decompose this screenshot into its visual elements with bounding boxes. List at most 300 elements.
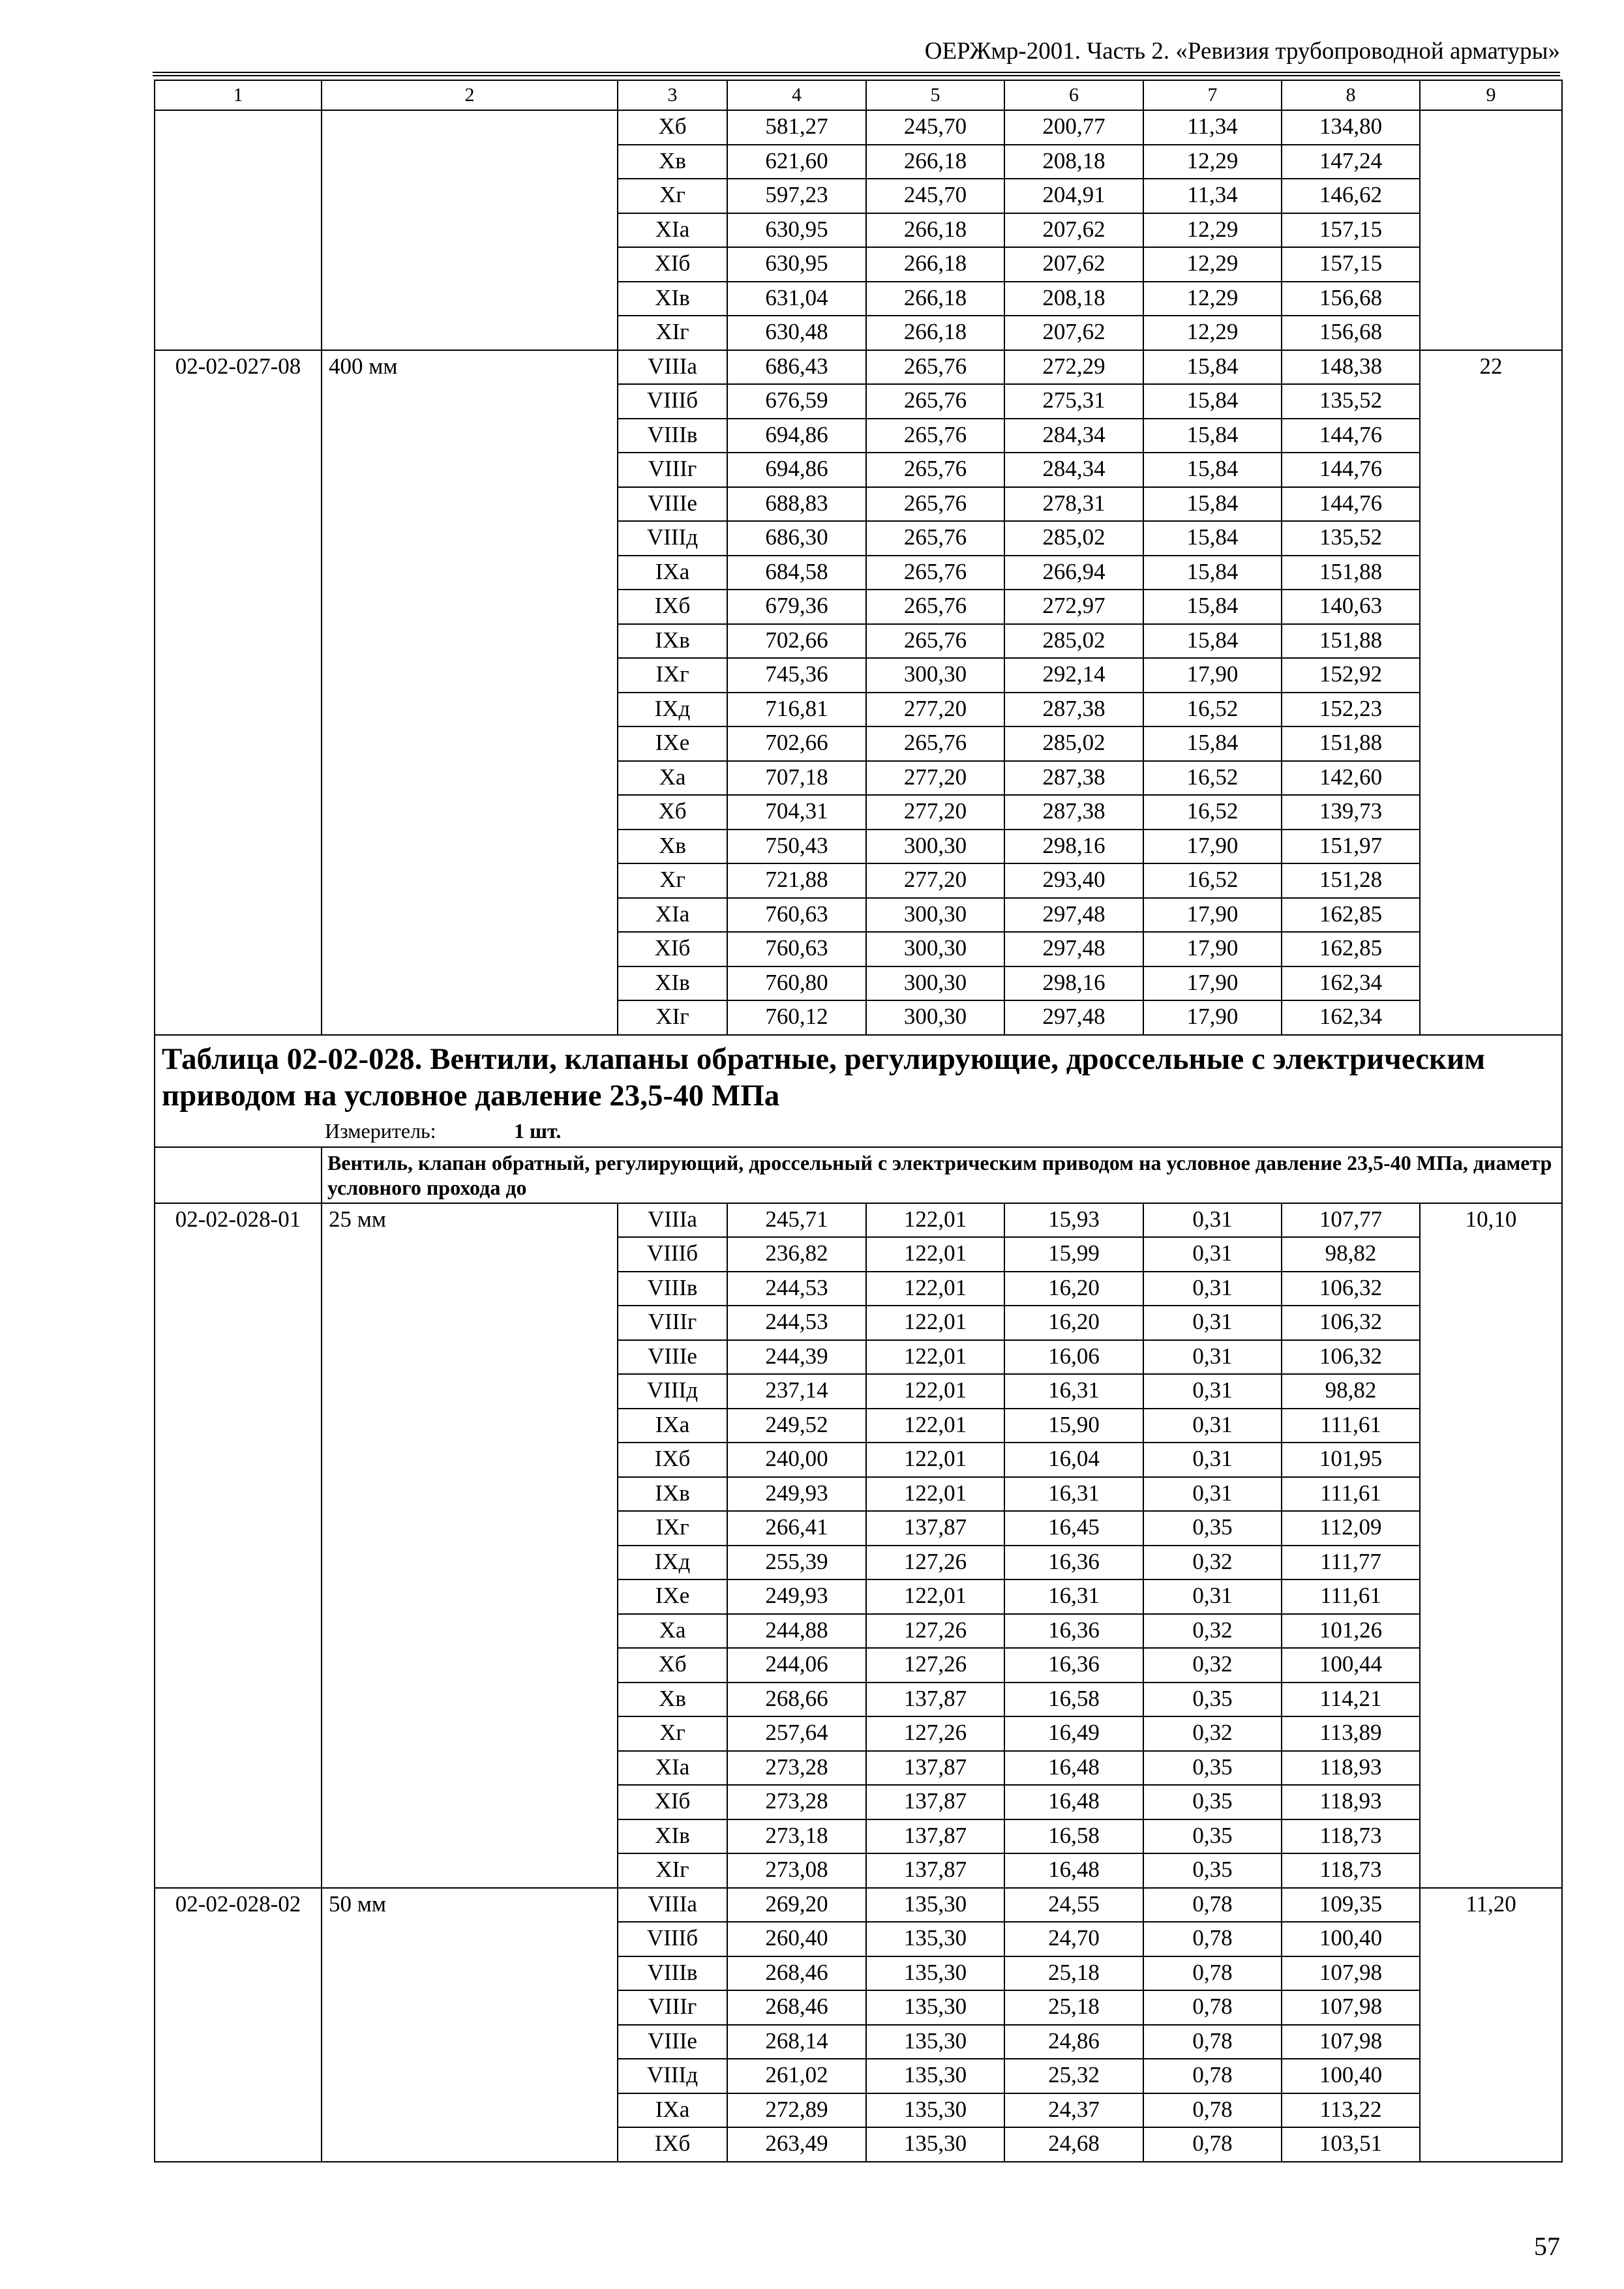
value-cell: 273,08 xyxy=(727,1853,866,1888)
table-row xyxy=(155,1203,1562,1238)
value-cell: 135,30 xyxy=(866,1956,1004,1991)
zone-cell: IXб xyxy=(618,2127,727,2162)
value-cell: 98,82 xyxy=(1282,1374,1420,1409)
blank-cell xyxy=(155,1147,322,1203)
value-cell: 265,76 xyxy=(866,384,1004,419)
zone-cell: VIIIв xyxy=(618,1956,727,1991)
value-cell: 162,85 xyxy=(1282,898,1420,933)
value-cell: 140,63 xyxy=(1282,590,1420,624)
value-cell: 156,68 xyxy=(1282,316,1420,350)
value-cell: 16,52 xyxy=(1143,863,1282,898)
value-cell: 15,93 xyxy=(1004,1203,1143,1238)
value-cell: 266,18 xyxy=(866,282,1004,316)
value-cell: 597,23 xyxy=(727,179,866,213)
value-cell: 0,35 xyxy=(1143,1819,1282,1854)
value-cell: 113,22 xyxy=(1282,2093,1420,2128)
value-cell: 0,78 xyxy=(1143,2059,1282,2093)
zone-cell: IXг xyxy=(618,658,727,693)
zone-cell: VIIIд xyxy=(618,2059,727,2093)
value-cell: 109,35 xyxy=(1282,1888,1420,1922)
value-cell: 17,90 xyxy=(1143,830,1282,864)
value-cell: 278,31 xyxy=(1004,487,1143,522)
value-cell: 284,34 xyxy=(1004,453,1143,487)
section-description: Вентиль, клапан обратный, регулирующий, дроссельный с электрическим приводом на условное давление 23,5-40 МПа, диаметр условного прохода до xyxy=(322,1147,1562,1203)
value-cell: 17,90 xyxy=(1143,932,1282,966)
value-cell: 103,51 xyxy=(1282,2127,1420,2162)
measure-label: Измеритель: xyxy=(325,1118,436,1143)
value-cell: 16,49 xyxy=(1004,1716,1143,1751)
value-cell: 16,52 xyxy=(1143,693,1282,727)
value-cell: 25,18 xyxy=(1004,1990,1143,2025)
value-cell: 107,98 xyxy=(1282,2025,1420,2059)
blank-cell xyxy=(155,110,322,350)
value-cell: 122,01 xyxy=(866,1443,1004,1477)
value-cell: 107,98 xyxy=(1282,1956,1420,1991)
value-cell: 621,60 xyxy=(727,145,866,179)
value-cell: 135,30 xyxy=(866,2025,1004,2059)
value-cell: 204,91 xyxy=(1004,179,1143,213)
value-cell: 268,46 xyxy=(727,1956,866,1991)
value-cell: 16,45 xyxy=(1004,1511,1143,1546)
value-cell: 0,78 xyxy=(1143,1990,1282,2025)
value-cell: 15,84 xyxy=(1143,384,1282,419)
value-cell: 15,84 xyxy=(1143,556,1282,590)
value-cell: 300,30 xyxy=(866,966,1004,1001)
value-cell: 16,04 xyxy=(1004,1443,1143,1477)
value-cell: 760,80 xyxy=(727,966,866,1001)
value-cell: 122,01 xyxy=(866,1203,1004,1238)
value-cell: 0,78 xyxy=(1143,2127,1282,2162)
value-cell: 112,09 xyxy=(1282,1511,1420,1546)
value-cell: 275,31 xyxy=(1004,384,1143,419)
zone-cell: XIa xyxy=(618,1751,727,1786)
value-cell: 12,29 xyxy=(1143,247,1282,282)
measure-value: 1 шт. xyxy=(514,1118,562,1143)
value-cell: 24,37 xyxy=(1004,2093,1143,2128)
value-cell: 277,20 xyxy=(866,761,1004,796)
value-cell: 277,20 xyxy=(866,863,1004,898)
value-cell: 236,82 xyxy=(727,1237,866,1272)
value-cell: 146,62 xyxy=(1282,179,1420,213)
value-cell: 0,78 xyxy=(1143,2093,1282,2128)
value-cell: 244,53 xyxy=(727,1272,866,1306)
table-row xyxy=(155,350,1562,385)
zone-cell: IXб xyxy=(618,1443,727,1477)
value-cell: 0,32 xyxy=(1143,1648,1282,1683)
zone-cell: IXe xyxy=(618,726,727,761)
value-cell: 297,48 xyxy=(1004,932,1143,966)
value-cell: 15,84 xyxy=(1143,624,1282,659)
page-header-title: ОЕРЖмр-2001. Часть 2. «Ревизия трубопроводной арматуры» xyxy=(924,38,1560,65)
value-cell: 16,31 xyxy=(1004,1579,1143,1614)
zone-cell: XIг xyxy=(618,316,727,350)
value-cell: 100,44 xyxy=(1282,1648,1420,1683)
zone-cell: XIв xyxy=(618,966,727,1001)
value-cell: 300,30 xyxy=(866,898,1004,933)
zone-cell: Хв xyxy=(618,830,727,864)
value-cell: 237,14 xyxy=(727,1374,866,1409)
value-cell: 287,38 xyxy=(1004,693,1143,727)
value-cell: 266,18 xyxy=(866,213,1004,248)
value-cell: 285,02 xyxy=(1004,726,1143,761)
zone-cell: Хг xyxy=(618,179,727,213)
value-cell: 0,31 xyxy=(1143,1579,1282,1614)
zone-cell: Хб xyxy=(618,1648,727,1683)
value-cell: 16,48 xyxy=(1004,1853,1143,1888)
value-cell: 12,29 xyxy=(1143,316,1282,350)
value-cell: 716,81 xyxy=(727,693,866,727)
rate-code: 02-02-028-01 xyxy=(155,1203,322,1888)
value-cell: 15,84 xyxy=(1143,726,1282,761)
value-cell: 0,31 xyxy=(1143,1340,1282,1375)
value-cell: 0,35 xyxy=(1143,1683,1282,1717)
value-cell: 144,76 xyxy=(1282,487,1420,522)
value-cell: 142,60 xyxy=(1282,761,1420,796)
value-cell: 277,20 xyxy=(866,693,1004,727)
value-cell: 122,01 xyxy=(866,1374,1004,1409)
value-cell: 300,30 xyxy=(866,932,1004,966)
value-cell: 273,28 xyxy=(727,1785,866,1819)
zone-cell: VIIIг xyxy=(618,1990,727,2025)
column-number: 7 xyxy=(1143,80,1282,110)
value-cell: 694,86 xyxy=(727,453,866,487)
value-cell: 0,35 xyxy=(1143,1751,1282,1786)
value-cell: 137,87 xyxy=(866,1785,1004,1819)
value-cell: 157,15 xyxy=(1282,247,1420,282)
value-cell: 0,78 xyxy=(1143,1956,1282,1991)
value-cell: 245,70 xyxy=(866,179,1004,213)
value-cell: 17,90 xyxy=(1143,658,1282,693)
zone-cell: VIIIв xyxy=(618,419,727,453)
value-cell: 760,12 xyxy=(727,1000,866,1035)
value-cell: 0,31 xyxy=(1143,1409,1282,1443)
value-cell: 101,26 xyxy=(1282,1614,1420,1649)
value-cell: 118,93 xyxy=(1282,1751,1420,1786)
value-cell: 249,93 xyxy=(727,1477,866,1512)
value-cell: 0,35 xyxy=(1143,1785,1282,1819)
value-cell: 297,48 xyxy=(1004,898,1143,933)
value-cell: 630,95 xyxy=(727,247,866,282)
value-cell: 98,82 xyxy=(1282,1237,1420,1272)
value-cell: 0,78 xyxy=(1143,1922,1282,1956)
value-cell: 0,31 xyxy=(1143,1477,1282,1512)
value-cell: 16,52 xyxy=(1143,795,1282,830)
description-row xyxy=(155,1147,1562,1203)
value-cell: 15,90 xyxy=(1004,1409,1143,1443)
rates-table xyxy=(154,80,1563,2162)
value-cell: 135,30 xyxy=(866,1888,1004,1922)
value-cell: 0,31 xyxy=(1143,1203,1282,1238)
zone-cell: VIIIб xyxy=(618,1922,727,1956)
value-cell: 298,16 xyxy=(1004,830,1143,864)
blank-cell xyxy=(1420,110,1562,350)
value-cell: 137,87 xyxy=(866,1683,1004,1717)
value-cell: 122,01 xyxy=(866,1272,1004,1306)
value-cell: 207,62 xyxy=(1004,316,1143,350)
value-cell: 244,88 xyxy=(727,1614,866,1649)
zone-cell: Хб xyxy=(618,110,727,145)
value-cell: 676,59 xyxy=(727,384,866,419)
zone-cell: VIIIг xyxy=(618,453,727,487)
column-number: 4 xyxy=(727,80,866,110)
column-number: 2 xyxy=(322,80,618,110)
value-cell: 287,38 xyxy=(1004,761,1143,796)
section-header-row xyxy=(155,1035,1562,1147)
value-cell: 144,76 xyxy=(1282,419,1420,453)
zone-cell: VIIIa xyxy=(618,350,727,385)
value-cell: 122,01 xyxy=(866,1237,1004,1272)
value-cell: 101,95 xyxy=(1282,1443,1420,1477)
value-cell: 0,78 xyxy=(1143,1888,1282,1922)
value-cell: 249,52 xyxy=(727,1409,866,1443)
value-cell: 106,32 xyxy=(1282,1306,1420,1340)
value-cell: 273,18 xyxy=(727,1819,866,1854)
value-cell: 244,53 xyxy=(727,1306,866,1340)
rate-code: 02-02-028-02 xyxy=(155,1888,322,2162)
value-cell: 0,78 xyxy=(1143,2025,1282,2059)
value-cell: 17,90 xyxy=(1143,898,1282,933)
measure-line xyxy=(162,1118,1556,1144)
value-cell: 152,92 xyxy=(1282,658,1420,693)
value-cell: 245,70 xyxy=(866,110,1004,145)
zone-cell: Xa xyxy=(618,1614,727,1649)
table-row xyxy=(155,110,1562,145)
value-cell: 135,52 xyxy=(1282,521,1420,556)
value-cell: 12,29 xyxy=(1143,213,1282,248)
value-cell: 265,76 xyxy=(866,590,1004,624)
value-cell: 16,06 xyxy=(1004,1340,1143,1375)
value-cell: 16,52 xyxy=(1143,761,1282,796)
column-number: 1 xyxy=(155,80,322,110)
value-cell: 137,87 xyxy=(866,1751,1004,1786)
value-cell: 24,68 xyxy=(1004,2127,1143,2162)
value-cell: 266,18 xyxy=(866,316,1004,350)
value-cell: 745,36 xyxy=(727,658,866,693)
value-cell: 300,30 xyxy=(866,658,1004,693)
value-cell: 265,76 xyxy=(866,419,1004,453)
value-cell: 0,31 xyxy=(1143,1237,1282,1272)
value-cell: 631,04 xyxy=(727,282,866,316)
value-cell: 111,61 xyxy=(1282,1477,1420,1512)
value-cell: 208,18 xyxy=(1004,282,1143,316)
zone-cell: VIIIe xyxy=(618,487,727,522)
value-cell: 16,48 xyxy=(1004,1751,1143,1786)
value-cell: 0,31 xyxy=(1143,1443,1282,1477)
zone-cell: XIг xyxy=(618,1000,727,1035)
zone-cell: IXв xyxy=(618,624,727,659)
value-cell: 630,95 xyxy=(727,213,866,248)
value-cell: 135,30 xyxy=(866,1990,1004,2025)
value-cell: 118,73 xyxy=(1282,1853,1420,1888)
value-cell: 707,18 xyxy=(727,761,866,796)
value-cell: 266,18 xyxy=(866,145,1004,179)
value-cell: 240,00 xyxy=(727,1443,866,1477)
value-cell: 265,76 xyxy=(866,350,1004,385)
nominal-diameter: 25 мм xyxy=(322,1203,618,1888)
section-header xyxy=(155,1035,1562,1147)
value-cell: 16,36 xyxy=(1004,1648,1143,1683)
zone-cell: VIIIa xyxy=(618,1888,727,1922)
value-cell: 25,18 xyxy=(1004,1956,1143,1991)
value-cell: 265,76 xyxy=(866,521,1004,556)
value-cell: 16,20 xyxy=(1004,1272,1143,1306)
value-cell: 24,55 xyxy=(1004,1888,1143,1922)
value-cell: 0,31 xyxy=(1143,1306,1282,1340)
value-cell: 277,20 xyxy=(866,795,1004,830)
zone-cell: VIIIг xyxy=(618,1306,727,1340)
value-cell: 266,18 xyxy=(866,247,1004,282)
value-cell: 111,61 xyxy=(1282,1409,1420,1443)
value-cell: 151,88 xyxy=(1282,624,1420,659)
value-cell: 137,87 xyxy=(866,1819,1004,1854)
zone-cell: IXa xyxy=(618,2093,727,2128)
value-cell: 15,84 xyxy=(1143,350,1282,385)
table-row xyxy=(155,1888,1562,1922)
header-rule xyxy=(153,72,1560,76)
value-cell: 293,40 xyxy=(1004,863,1143,898)
nominal-diameter: 400 мм xyxy=(322,350,618,1035)
zone-cell: IXб xyxy=(618,590,727,624)
value-cell: 287,38 xyxy=(1004,795,1143,830)
blank-cell xyxy=(322,110,618,350)
value-cell: 106,32 xyxy=(1282,1272,1420,1306)
value-cell: 122,01 xyxy=(866,1306,1004,1340)
value-cell: 684,58 xyxy=(727,556,866,590)
value-cell: 750,43 xyxy=(727,830,866,864)
value-cell: 113,89 xyxy=(1282,1716,1420,1751)
value-cell: 151,97 xyxy=(1282,830,1420,864)
value-cell: 111,61 xyxy=(1282,1579,1420,1614)
zone-cell: XIв xyxy=(618,282,727,316)
value-cell: 24,70 xyxy=(1004,1922,1143,1956)
value-cell: 16,36 xyxy=(1004,1546,1143,1580)
value-cell: 12,29 xyxy=(1143,145,1282,179)
column-number: 6 xyxy=(1004,80,1143,110)
value-cell: 134,80 xyxy=(1282,110,1420,145)
value-cell: 265,76 xyxy=(866,453,1004,487)
zone-cell: VIIIe xyxy=(618,2025,727,2059)
zone-cell: VIIIe xyxy=(618,1340,727,1375)
zone-cell: IXв xyxy=(618,1477,727,1512)
column-9-value: 10,10 xyxy=(1420,1203,1562,1888)
value-cell: 127,26 xyxy=(866,1614,1004,1649)
column-number: 3 xyxy=(618,80,727,110)
value-cell: 298,16 xyxy=(1004,966,1143,1001)
value-cell: 107,98 xyxy=(1282,1990,1420,2025)
value-cell: 111,77 xyxy=(1282,1546,1420,1580)
nominal-diameter: 50 мм xyxy=(322,1888,618,2162)
value-cell: 245,71 xyxy=(727,1203,866,1238)
value-cell: 265,76 xyxy=(866,726,1004,761)
value-cell: 285,02 xyxy=(1004,521,1143,556)
value-cell: 702,66 xyxy=(727,726,866,761)
value-cell: 272,89 xyxy=(727,2093,866,2128)
value-cell: 156,68 xyxy=(1282,282,1420,316)
value-cell: 702,66 xyxy=(727,624,866,659)
value-cell: 16,58 xyxy=(1004,1819,1143,1854)
value-cell: 694,86 xyxy=(727,419,866,453)
value-cell: 207,62 xyxy=(1004,213,1143,248)
zone-cell: Хг xyxy=(618,1716,727,1751)
value-cell: 151,88 xyxy=(1282,556,1420,590)
zone-cell: Xa xyxy=(618,761,727,796)
value-cell: 152,23 xyxy=(1282,693,1420,727)
value-cell: 268,14 xyxy=(727,2025,866,2059)
value-cell: 15,99 xyxy=(1004,1237,1143,1272)
zone-cell: VIIIд xyxy=(618,521,727,556)
value-cell: 300,30 xyxy=(866,830,1004,864)
value-cell: 107,77 xyxy=(1282,1203,1420,1238)
value-cell: 265,76 xyxy=(866,624,1004,659)
value-cell: 24,86 xyxy=(1004,2025,1143,2059)
value-cell: 300,30 xyxy=(866,1000,1004,1035)
value-cell: 269,20 xyxy=(727,1888,866,1922)
value-cell: 686,43 xyxy=(727,350,866,385)
value-cell: 162,34 xyxy=(1282,966,1420,1001)
value-cell: 266,41 xyxy=(727,1511,866,1546)
value-cell: 11,34 xyxy=(1143,179,1282,213)
value-cell: 704,31 xyxy=(727,795,866,830)
value-cell: 122,01 xyxy=(866,1409,1004,1443)
value-cell: 16,31 xyxy=(1004,1477,1143,1512)
value-cell: 265,76 xyxy=(866,487,1004,522)
zone-cell: Хб xyxy=(618,795,727,830)
value-cell: 157,15 xyxy=(1282,213,1420,248)
value-cell: 100,40 xyxy=(1282,1922,1420,1956)
value-cell: 17,90 xyxy=(1143,1000,1282,1035)
value-cell: 127,26 xyxy=(866,1546,1004,1580)
value-cell: 244,06 xyxy=(727,1648,866,1683)
value-cell: 272,29 xyxy=(1004,350,1143,385)
zone-cell: VIIIб xyxy=(618,384,727,419)
value-cell: 285,02 xyxy=(1004,624,1143,659)
column-9-value: 22 xyxy=(1420,350,1562,1035)
value-cell: 15,84 xyxy=(1143,590,1282,624)
value-cell: 147,24 xyxy=(1282,145,1420,179)
value-cell: 151,88 xyxy=(1282,726,1420,761)
zone-cell: IXa xyxy=(618,1409,727,1443)
zone-cell: XIб xyxy=(618,932,727,966)
value-cell: 106,32 xyxy=(1282,1340,1420,1375)
value-cell: 100,40 xyxy=(1282,2059,1420,2093)
zone-cell: VIIIa xyxy=(618,1203,727,1238)
value-cell: 15,84 xyxy=(1143,419,1282,453)
zone-cell: VIIIб xyxy=(618,1237,727,1272)
zone-cell: IXe xyxy=(618,1579,727,1614)
zone-cell: IXг xyxy=(618,1511,727,1546)
value-cell: 135,52 xyxy=(1282,384,1420,419)
zone-cell: Хв xyxy=(618,145,727,179)
value-cell: 265,76 xyxy=(866,556,1004,590)
value-cell: 135,30 xyxy=(866,2127,1004,2162)
value-cell: 15,84 xyxy=(1143,453,1282,487)
value-cell: 244,39 xyxy=(727,1340,866,1375)
value-cell: 686,30 xyxy=(727,521,866,556)
column-number: 8 xyxy=(1282,80,1420,110)
column-9-value: 11,20 xyxy=(1420,1888,1562,2162)
value-cell: 266,94 xyxy=(1004,556,1143,590)
value-cell: 255,39 xyxy=(727,1546,866,1580)
value-cell: 249,93 xyxy=(727,1579,866,1614)
value-cell: 148,38 xyxy=(1282,350,1420,385)
value-cell: 16,36 xyxy=(1004,1614,1143,1649)
value-cell: 721,88 xyxy=(727,863,866,898)
value-cell: 15,84 xyxy=(1143,487,1282,522)
value-cell: 0,32 xyxy=(1143,1614,1282,1649)
value-cell: 151,28 xyxy=(1282,863,1420,898)
zone-cell: IXд xyxy=(618,693,727,727)
value-cell: 122,01 xyxy=(866,1477,1004,1512)
